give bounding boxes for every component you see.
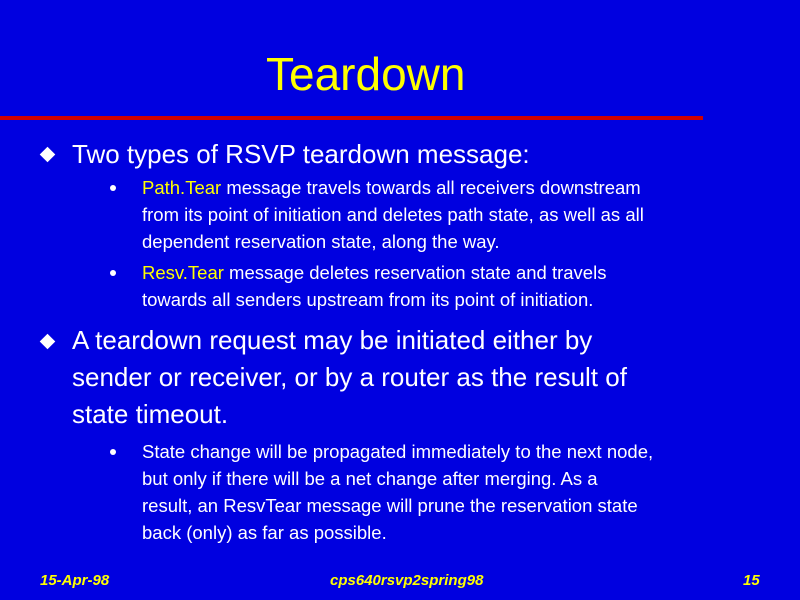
text-line: state timeout. xyxy=(72,399,229,429)
diamond-bullet-icon xyxy=(40,147,56,163)
footer-title: cps640rsvp2spring98 xyxy=(330,572,484,589)
text-line: result, an ResvTear message will prune the reservation state xyxy=(142,495,638,516)
dot-bullet-icon xyxy=(110,270,116,276)
text-line: State change will be propagated immediately to the next node, xyxy=(142,441,654,462)
diamond-bullet-icon xyxy=(40,334,56,350)
bullet-1-text: Two types of RSVP teardown message: xyxy=(72,139,530,169)
text-line: back (only) as far as possible. xyxy=(142,522,387,543)
text-line: but only if there will be a net change after merging. As a xyxy=(142,468,598,489)
title-underline xyxy=(0,116,703,120)
text-line: from its point of initiation and deletes path state, as well as all xyxy=(142,204,644,225)
text-line: towards all senders upstream from its point of initiation. xyxy=(142,289,594,310)
sub-bullet-text xyxy=(142,174,641,201)
sub-bullet-text xyxy=(142,259,606,286)
pathtear-term: Path.Tear xyxy=(142,177,222,198)
text-line: dependent reservation state, along the way. xyxy=(142,231,500,252)
footer-date: 15-Apr-98 xyxy=(40,572,110,589)
text-line: message travels towards all receivers downstream xyxy=(221,177,641,198)
dot-bullet-icon xyxy=(110,185,116,191)
text-line: A teardown request may be initiated either by xyxy=(72,325,593,355)
resvtear-term: Resv.Tear xyxy=(142,262,224,283)
slide-title: Teardown xyxy=(266,48,466,100)
text-line: message deletes reservation state and travels xyxy=(223,262,607,283)
page-number: 15 xyxy=(743,572,760,589)
text-line: sender or receiver, or by a router as the result of xyxy=(72,362,627,392)
dot-bullet-icon xyxy=(110,449,116,455)
